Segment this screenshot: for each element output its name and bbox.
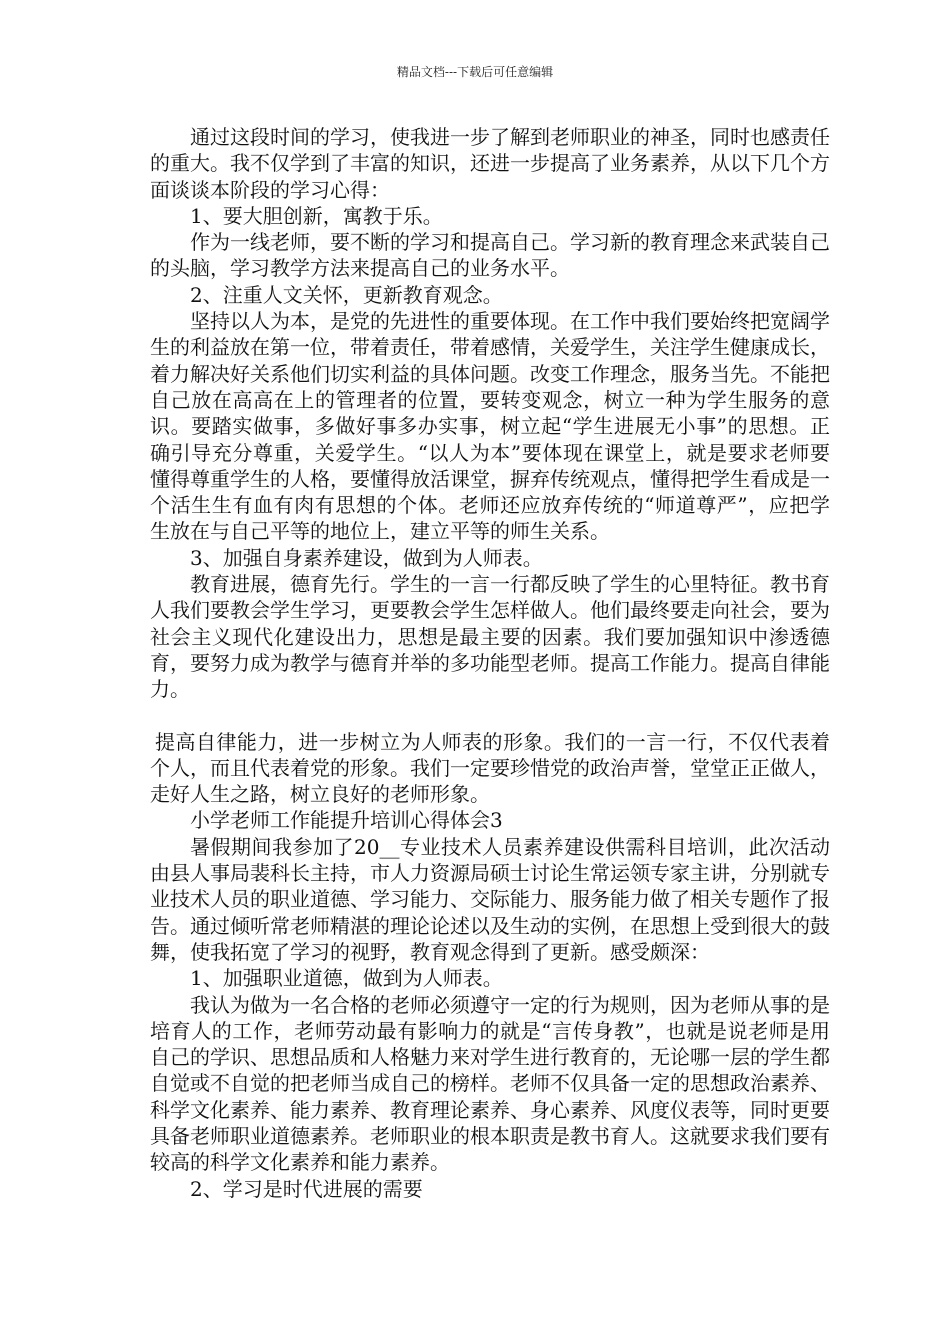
article-title-3: 小学老师工作能提升培训心得体会3 bbox=[190, 808, 503, 833]
paragraph-summer-training: 暑假期间我参加了20__专业技术人员素养建设供需科目培训，此次活动由县人事局裴科长主持，市人力资源局硕士讨论生常运领专家主讲，分别就专业技术人员的职业道德、学习能力、交际能力、服务能力做了相关专题作了报告。通过倾听常老师精湛的理论论述以及生动的实例，在思想上受到很大的鼓舞，使我拓宽了学习的视野，教育观念得到了更新。感受颇深： bbox=[150, 834, 830, 964]
page-header: 精品文档---下载后可任意编辑 bbox=[396, 65, 554, 79]
section-heading-ethics: 1、加强职业道德，做到为人师表。 bbox=[190, 966, 503, 991]
section-heading-1: 1、要大胆创新，寓教于乐。 bbox=[190, 203, 443, 228]
paragraph-section-1: 作为一线老师，要不断的学习和提高自己。学习新的教育理念来武装自己的头脑，学习教学方法来提高自己的业务水平。 bbox=[150, 230, 830, 281]
paragraph-gap bbox=[150, 703, 830, 729]
paragraph-intro: 通过这段时间的学习，使我进一步了解到老师职业的神圣，同时也感责任的重大。我不仅学到了丰富的知识，还进一步提高了业务素养，从以下几个方面谈谈本阶段的学习心得： bbox=[150, 125, 830, 202]
section-heading-3: 3、加强自身素养建设，做到为人师表。 bbox=[190, 545, 543, 570]
paragraph-ethics: 我认为做为一名合格的老师必须遵守一定的行为规则，因为老师从事的是培育人的工作，老师劳动最有影响力的就是“言传身教”，也就是说老师是用自己的学识、思想品质和人格魅力来对学生进行教育的，无论哪一层的学生都自觉或不自觉的把老师当成自己的榜样。老师不仅具备一定的思想政治素养、科学文化素养、能力素养、教育理论素养、身心素养、风度仪表等，同时更要具备老师职业道德素养。老师职业的根本职责是教书育人。这就要求我们要有较高的科学文化素养和能力素养。 bbox=[150, 992, 830, 1175]
section-heading-learning: 2、学习是时代进展的需要 bbox=[190, 1176, 423, 1201]
paragraph-section-2: 坚持以人为本，是党的先进性的重要体现。在工作中我们要始终把宽阔学生的利益放在第一位，带着责任，带着感情，关爱学生，关注学生健康成长，着力解决好关系他们切实利益的具体问题。改变工作理念，服务当先。不能把自己放在高高在上的管理者的位置，要转变观念，树立一种为学生服务的意识。要踏实做事，多做好事多办实事，树立起“学生进展无小事”的思想。正确引导充分尊重，关爱学生。“以人为本”要体现在课堂上，就是要求老师要懂得尊重学生的人格，要懂得放活课堂，摒弃传统观点，懂得把学生看成是一个活生生有血有肉有思想的个体。老师还应放弃传统的“师道尊严”，应把学生放在与自己平等的地位上，建立平等的师生关系。 bbox=[150, 309, 830, 544]
paragraph-section-3: 教育进展，德育先行。学生的一言一行都反映了学生的心里特征。教书育人我们要教会学生学习，更要教会学生怎样做人。他们最终要走向社会，要为社会主义现代化建设出力，思想是最主要的因素。我们要加强知识中渗透德育，要努力成为教学与德育并举的多功能型老师。提高工作能力。提高自律能力。 bbox=[150, 572, 830, 702]
section-heading-2: 2、注重人文关怀，更新教育观念。 bbox=[190, 282, 503, 307]
paragraph-self-discipline: 提高自律能力，进一步树立为人师表的形象。我们的一言一行，不仅代表着个人，而且代表着党的形象。我们一定要珍惜党的政治声誉，堂堂正正做人，走好人生之路，树立良好的老师形象。 bbox=[150, 729, 830, 807]
document-body bbox=[150, 124, 830, 1202]
